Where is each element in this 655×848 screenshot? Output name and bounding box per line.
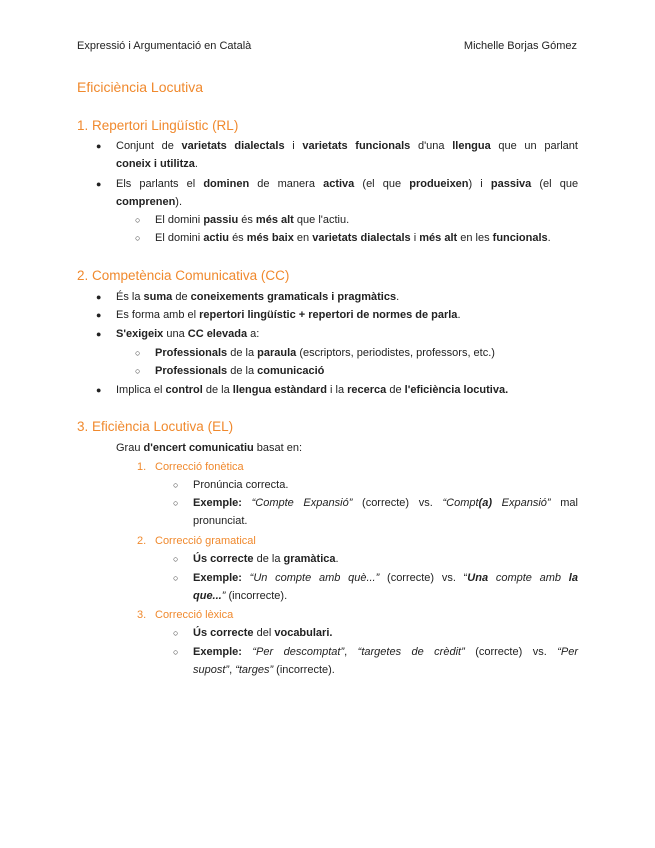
circle-bullet-icon: ○	[135, 215, 141, 225]
item-1-title: Correcció fonètica	[155, 461, 244, 473]
s1-bullet-2-line-1: Els parlants el dominen de manera activa (el que produeixen) i passiva (el que	[116, 178, 579, 190]
s1-bullet-1-line-2: coneix i utilitza.	[116, 158, 198, 170]
s1-sub-2: El domini actiu és més baix en varietats dialectals i més alt en les funcionals.	[155, 232, 551, 244]
item-1-sub-2-line-2: pronunciat.	[193, 515, 248, 527]
s2-bullet-4: Implica el control de la llengua estàndard i la recerca de l'eficiència locutiva.	[116, 384, 509, 396]
s2-bullet-2: Es forma amb el repertori lingüístic + repertori de normes de parla.	[116, 309, 461, 321]
circle-bullet-icon: ○	[173, 498, 179, 508]
item-number: 3.	[137, 609, 147, 621]
circle-bullet-icon: ○	[173, 628, 179, 638]
item-2-sub-1: Ús correcte de la gramàtica.	[193, 553, 339, 565]
circle-bullet-icon: ○	[173, 573, 179, 583]
circle-bullet-icon: ○	[173, 480, 179, 490]
bullet-icon: ●	[96, 292, 102, 302]
item-2-title: Correcció gramatical	[155, 535, 256, 547]
s2-sub-1: Professionals de la paraula (escriptors, periodistes, professors, etc.)	[155, 347, 495, 359]
item-3-sub-2-line-2: supost”, “targes” (incorrecte).	[193, 664, 335, 676]
s2-bullet-1: És la suma de coneixements gramaticals i pragmàtics.	[116, 291, 400, 303]
s3-intro: Grau d'encert comunicatiu basat en:	[116, 442, 303, 454]
circle-bullet-icon: ○	[135, 233, 141, 243]
s2-sub-2: Professionals de la comunicació	[155, 365, 325, 377]
header-author: Michelle Borjas Gómez	[463, 40, 577, 52]
s1-sub-1: El domini passiu és més alt que l'actiu.	[155, 214, 350, 226]
bullet-icon: ●	[96, 385, 102, 395]
item-3-title: Correcció lèxica	[155, 609, 234, 621]
item-3-sub-1: Ús correcte del vocabulari.	[193, 627, 333, 639]
bullet-icon: ●	[96, 179, 102, 189]
s1-bullet-2-line-2: comprenen).	[116, 196, 183, 208]
s1-bullet-1-line-1: Conjunt de varietats dialectals i varietats funcionals d'una llengua que un parlant	[116, 140, 578, 152]
item-1-sub-2-line-1: Exemple: “Compte Expansió” (correcte) vs. “Compt(a) Expansió” mal	[193, 497, 578, 509]
item-1-sub-1: Pronúncia correcta.	[193, 479, 289, 491]
bullet-icon: ●	[96, 329, 102, 339]
item-number: 2.	[137, 535, 147, 547]
circle-bullet-icon: ○	[173, 647, 179, 657]
bullet-icon: ●	[96, 141, 102, 151]
section-1-heading: 1. Repertori Lingüístic (RL)	[77, 118, 239, 133]
section-3-heading: 3. Eficiència Locutiva (EL)	[77, 419, 234, 434]
section-2-heading: 2. Competència Comunicativa (CC)	[77, 268, 290, 283]
s2-bullet-3: S'exigeix una CC elevada a:	[116, 328, 260, 340]
item-3-sub-2-line-1: Exemple: “Per descomptat”, “targetes de crèdit” (correcte) vs. “Per	[193, 646, 578, 658]
circle-bullet-icon: ○	[135, 366, 141, 376]
item-number: 1.	[137, 461, 147, 473]
circle-bullet-icon: ○	[135, 348, 141, 358]
item-2-sub-2-line-2: que...” (incorrecte).	[193, 590, 288, 602]
item-2-sub-2-line-1: Exemple: “Un compte amb què...” (correcte) vs. “Una compte amb la	[193, 572, 578, 584]
circle-bullet-icon: ○	[173, 554, 179, 564]
document-title: Eficiciència Locutiva	[77, 79, 204, 95]
header-doc-title: Expressió i Argumentació en Català	[77, 40, 252, 52]
bullet-icon: ●	[96, 310, 102, 320]
